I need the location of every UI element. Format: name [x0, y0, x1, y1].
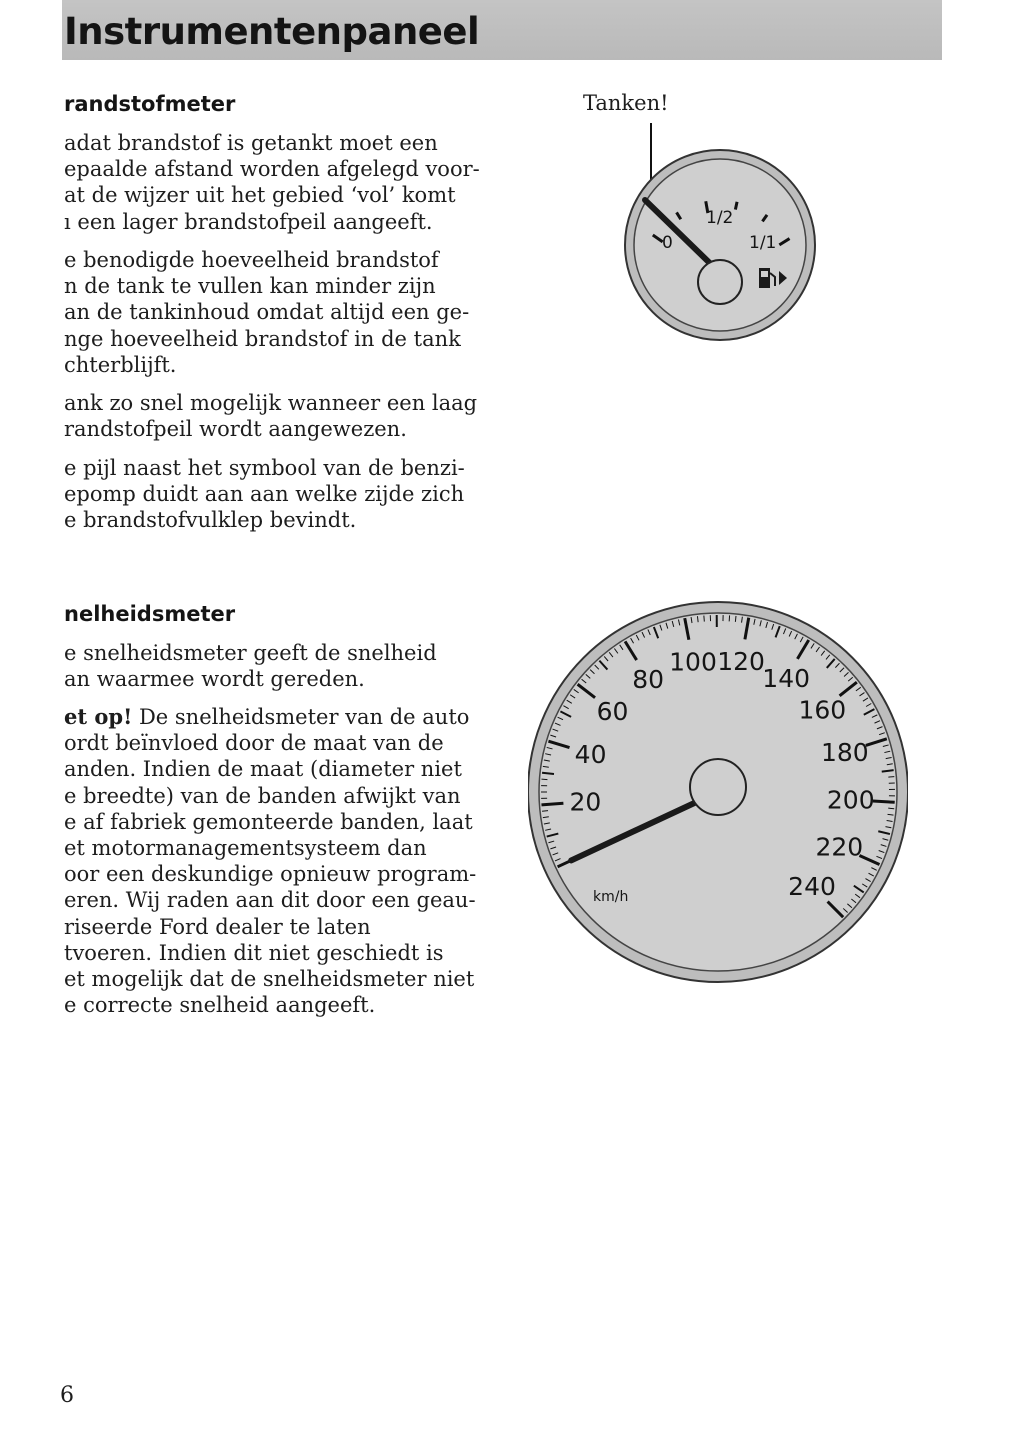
text-line: chterblijft. — [64, 352, 177, 377]
speed-label: 40 — [574, 739, 607, 769]
speed-label: 100 — [669, 647, 717, 677]
text-line: n de tank te vullen kan minder zijn — [64, 274, 436, 299]
warning-label: et op! — [64, 704, 133, 729]
speedometer-hub — [690, 759, 746, 815]
fuel-paragraph — [64, 390, 484, 442]
speed-label: 200 — [826, 785, 875, 815]
speed-label: 80 — [632, 664, 665, 694]
text-line: tvoeren. Indien dit niet geschiedt is — [64, 940, 444, 965]
speed-label: 140 — [762, 663, 811, 693]
text-line: an de tankinhoud omdat altijd een ge- — [64, 300, 470, 325]
text-line: epomp duidt aan aan welke zijde zich — [64, 482, 465, 507]
text-line: e correcte snelheid aangeeft. — [64, 993, 376, 1018]
text-line: riseerde Ford dealer te laten — [64, 914, 371, 939]
fuel-label-full: 1/1 — [749, 233, 777, 253]
fuel-paragraph — [64, 455, 484, 534]
text-line: e pijl naast het symbool van de benzi- — [64, 456, 465, 480]
speed-tick — [541, 803, 563, 805]
text-line: epaalde afstand worden afgelegd voor- — [64, 157, 480, 182]
speed-label: 220 — [815, 832, 864, 862]
fuel-section-heading: randstofmeter — [64, 92, 236, 116]
speed-tick — [888, 808, 894, 809]
warning-text-start: De snelheidsmeter van de auto — [132, 705, 470, 729]
page-number: 6 — [60, 1383, 74, 1408]
speed-tick — [735, 616, 736, 622]
page-title: Instrumentenpaneel — [64, 10, 480, 53]
text-line: anden. Indien de maat (diameter niet — [64, 757, 462, 782]
speed-tick — [697, 616, 698, 622]
speed-tick — [873, 801, 895, 802]
text-line: at de wijzer uit het gebied ‘vol’ komt — [64, 183, 456, 208]
speed-unit-label: km/h — [593, 889, 629, 905]
fuel-gauge-hub — [698, 260, 742, 304]
text-line: adat brandstof is getankt moet een — [64, 131, 438, 155]
speed-tick — [542, 773, 554, 774]
text-line: et mogelijk dat de snelheidsmeter niet — [64, 967, 475, 992]
fuel-label-half: 1/2 — [706, 208, 734, 228]
tanken-callout: Tanken! — [583, 91, 669, 115]
text-line: e brandstofvulklep bevindt. — [64, 508, 357, 533]
speed-label: 20 — [569, 787, 602, 817]
speed-label: 240 — [788, 872, 836, 902]
text-line — [64, 704, 484, 730]
speed-intro-paragraph — [64, 640, 484, 692]
speed-label: 160 — [798, 695, 847, 725]
text-line: oor een deskundige opnieuw program- — [64, 862, 477, 887]
text-line: nge hoeveelheid brandstof in de tank — [64, 326, 461, 351]
speed-label: 180 — [820, 738, 869, 768]
text-line: et motormanagementsysteem dan — [64, 836, 427, 861]
speed-section-heading: nelheidsmeter — [64, 602, 236, 626]
fuel-gauge — [600, 115, 840, 360]
text-line: an waarmee wordt gereden. — [64, 667, 365, 692]
speed-tick — [542, 811, 548, 812]
text-line: ı een lager brandstofpeil aangeeft. — [64, 209, 433, 234]
fuel-label-empty: 0 — [662, 233, 673, 253]
speed-tick — [888, 777, 894, 778]
text-line: ank zo snel mogelijk wanneer een laag — [64, 391, 478, 415]
fuel-paragraph — [64, 247, 484, 378]
speed-label: 120 — [717, 647, 765, 677]
text-line: e af fabriek gemonteerde banden, laat — [64, 809, 473, 834]
text-line: ordt beïnvloed door de maat van de — [64, 731, 444, 756]
fuel-tick — [735, 202, 737, 210]
text-line: e snelheidsmeter geeft de snelheid — [64, 641, 437, 665]
speedometer — [528, 595, 908, 990]
text-line: eren. Wij raden aan dit door een geau- — [64, 888, 476, 913]
speed-warning-paragraph — [64, 704, 484, 1018]
speed-label: 60 — [596, 697, 629, 727]
text-line: e benodigde hoeveelheid brandstof — [64, 248, 439, 272]
fuel-paragraph — [64, 130, 484, 235]
text-line: randstofpeil wordt aangewezen. — [64, 417, 407, 442]
text-line: e breedte) van de banden afwijkt van — [64, 783, 461, 808]
